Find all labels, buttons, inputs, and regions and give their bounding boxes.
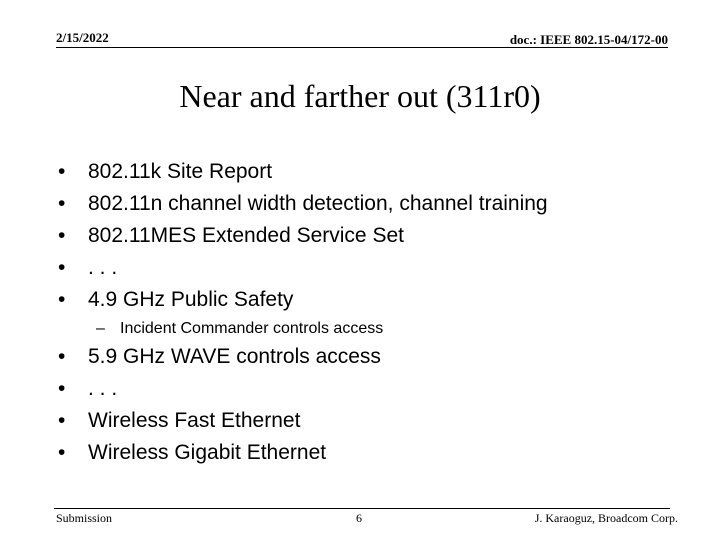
bullet-item <box>58 256 117 280</box>
footer-submission: Submission <box>56 511 113 525</box>
bullet-item <box>58 224 404 248</box>
bullet-text: . . . <box>88 377 118 400</box>
sub-bullet-glyph: – <box>96 320 105 337</box>
bullet-text: 5.9 GHz WAVE controls access <box>88 345 381 368</box>
bullet-item <box>58 377 117 401</box>
bullet-glyph: • <box>58 224 66 247</box>
bullet-text: 802.11n channel width detection, channel training <box>88 192 548 215</box>
bullet-item <box>58 409 300 433</box>
bullet-glyph: • <box>58 377 66 400</box>
bullet-glyph: • <box>58 345 66 368</box>
bullet-item <box>58 441 326 465</box>
bullet-glyph: • <box>58 441 66 464</box>
bullet-text: 4.9 GHz Public Safety <box>88 288 294 311</box>
bullet-glyph: • <box>58 192 66 215</box>
bullet-glyph: • <box>58 409 66 432</box>
bullet-glyph: • <box>58 288 66 311</box>
bullet-glyph: • <box>58 160 66 183</box>
bullet-item <box>58 160 272 184</box>
sub-bullet-item <box>96 320 383 338</box>
bullet-item <box>58 345 381 369</box>
sub-bullet-text: Incident Commander controls access <box>120 320 384 337</box>
bullet-text: . . . <box>88 256 118 279</box>
bullet-text: Wireless Gigabit Ethernet <box>88 441 327 464</box>
bullet-item <box>58 192 548 216</box>
bullet-glyph: • <box>58 256 66 279</box>
footer-divider <box>54 508 670 509</box>
bullet-text: 802.11MES Extended Service Set <box>88 224 404 247</box>
slide-title: Near and farther out (311r0) <box>179 78 541 114</box>
bullet-text: 802.11k Site Report <box>88 160 273 183</box>
footer-page-number: 6 <box>356 511 362 525</box>
header-divider <box>56 47 668 48</box>
header-date: 2/15/2022 <box>56 30 109 45</box>
bullet-text: Wireless Fast Ethernet <box>88 409 301 432</box>
bullet-item <box>58 288 293 312</box>
footer-author: J. Karaoguz, Broadcom Corp. <box>534 511 678 525</box>
header-doc-id: doc.: IEEE 802.15-04/172-00 <box>509 32 668 47</box>
